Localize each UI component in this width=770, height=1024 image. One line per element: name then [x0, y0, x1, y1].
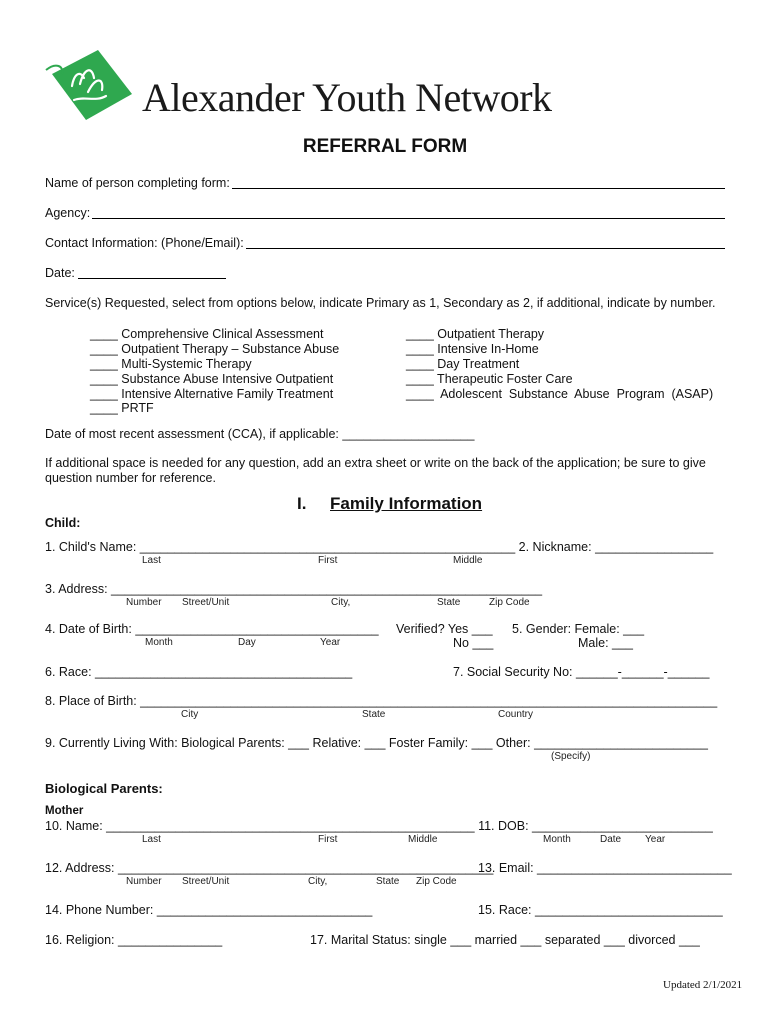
child-heading: Child: — [45, 516, 81, 530]
child-name-field[interactable]: 1. Child's Name: ______________________________________________________ 2. Nickname: _________________ — [45, 540, 714, 554]
sub-label: Street/Unit — [182, 876, 230, 887]
section-title: Family Information — [330, 494, 483, 513]
contact-label: Contact Information: (Phone/Email): — [45, 236, 244, 250]
sub-label: City — [181, 709, 199, 720]
mother-name-field[interactable]: 10. Name: _____________________________________________________ 11. DOB: __________________________ — [45, 819, 713, 833]
agency-field[interactable] — [92, 218, 725, 219]
sub-label: Date — [600, 834, 622, 845]
sub-label: Middle — [408, 834, 438, 845]
sub-label: State — [362, 709, 386, 720]
sub-label: First — [318, 555, 338, 566]
service-option[interactable]: ____ Adolescent Substance Abuse Program (ASAP) — [406, 387, 714, 401]
mother-email-field[interactable]: 13. Email: ____________________________ — [478, 861, 732, 875]
assessment-date-field[interactable]: Date of most recent assessment (CCA), if applicable: ___________________ — [45, 427, 475, 441]
name-completing-label: Name of person completing form: — [45, 176, 230, 190]
agency-label: Agency: — [45, 206, 91, 220]
sub-label: State — [376, 876, 400, 887]
sub-label: Day — [238, 637, 256, 648]
sub-label: City, — [308, 876, 328, 887]
sub-label: Year — [320, 637, 341, 648]
service-option[interactable]: ____ Substance Abuse Intensive Outpatient — [90, 372, 334, 386]
sub-label: Street/Unit — [182, 597, 230, 608]
service-option[interactable]: ____ Outpatient Therapy — [406, 327, 545, 341]
child-dob-field[interactable]: 4. Date of Birth: ___________________________________ — [45, 622, 379, 636]
service-option[interactable]: ____ Therapeutic Foster Care — [406, 372, 573, 386]
form-title: REFERRAL FORM — [302, 136, 468, 157]
sub-label: Number — [126, 597, 162, 608]
sub-label: Country — [498, 709, 534, 720]
sub-label: Zip Code — [416, 876, 457, 887]
date-label: Date: — [45, 266, 75, 280]
mother-address-field[interactable]: 12. Address: ______________________________________________________ — [45, 861, 494, 875]
org-name-logo: Alexander Youth Network — [142, 75, 552, 120]
services-instruction: Service(s) Requested, select from options below, indicate Primary as 1, Secondary as 2, if additional, indicate by number. — [45, 296, 716, 310]
service-option[interactable]: ____ Intensive Alternative Family Treatment — [90, 387, 334, 401]
sub-label: Year — [645, 834, 666, 845]
sub-label: Last — [142, 834, 161, 845]
race-field[interactable]: 6. Race: _____________________________________ — [45, 665, 353, 679]
sub-label: (Specify) — [551, 751, 591, 762]
sub-label: Number — [126, 876, 162, 887]
gender-female-field[interactable]: 5. Gender: Female: ___ — [512, 622, 645, 636]
service-option[interactable]: ____ PRTF — [90, 401, 154, 415]
sub-label: City, — [331, 597, 351, 608]
name-completing-field[interactable] — [232, 188, 725, 189]
place-of-birth-field[interactable]: 8. Place of Birth: ___________________________________________________________________________________ — [45, 694, 718, 708]
note-text: question number for reference. — [45, 471, 216, 485]
updated-date: Updated 2/1/2021 — [663, 979, 743, 991]
child-address-field[interactable]: 3. Address: ______________________________________________________________ — [45, 582, 543, 596]
sub-label: Month — [543, 834, 571, 845]
mother-phone-field[interactable]: 14. Phone Number: _______________________________ — [45, 903, 373, 917]
sub-label: First — [318, 834, 338, 845]
sub-label: Middle — [453, 555, 483, 566]
note-text: If additional space is needed for any question, add an extra sheet or write on the back of the application; be sure to give — [45, 456, 706, 470]
date-field[interactable] — [78, 278, 226, 279]
sub-label: State — [437, 597, 461, 608]
mother-marital-status-field[interactable]: 17. Marital Status: single ___ married ___ separated ___ divorced ___ — [310, 933, 700, 947]
gender-male-field[interactable]: Male: ___ — [578, 636, 633, 650]
service-option[interactable]: ____ Intensive In-Home — [406, 342, 539, 356]
sub-label: Zip Code — [489, 597, 530, 608]
bio-parents-heading: Biological Parents: — [45, 781, 163, 796]
contact-field[interactable] — [246, 248, 725, 249]
logo-hands-icon — [44, 44, 136, 124]
living-with-field[interactable]: 9. Currently Living With: Biological Parents: ___ Relative: ___ Foster Family: ___ Other: _________________________ — [45, 736, 708, 750]
sub-label: Last — [142, 555, 161, 566]
mother-religion-field[interactable]: 16. Religion: _______________ — [45, 933, 223, 947]
mother-race-field[interactable]: 15. Race: ___________________________ — [478, 903, 723, 917]
section-number: I. — [297, 494, 307, 513]
verified-no-field[interactable]: No ___ — [453, 636, 494, 650]
service-option[interactable]: ____ Multi-Systemic Therapy — [90, 357, 252, 371]
service-option[interactable]: ____ Comprehensive Clinical Assessment — [90, 327, 324, 341]
service-option[interactable]: ____ Outpatient Therapy – Substance Abuse — [90, 342, 340, 356]
sub-label: Month — [145, 637, 173, 648]
verified-yes-field[interactable]: Verified? Yes ___ — [396, 622, 493, 636]
service-option[interactable]: ____ Day Treatment — [406, 357, 520, 371]
ssn-field[interactable]: 7. Social Security No: ______-______-______ — [453, 665, 710, 679]
mother-heading: Mother — [45, 805, 84, 817]
